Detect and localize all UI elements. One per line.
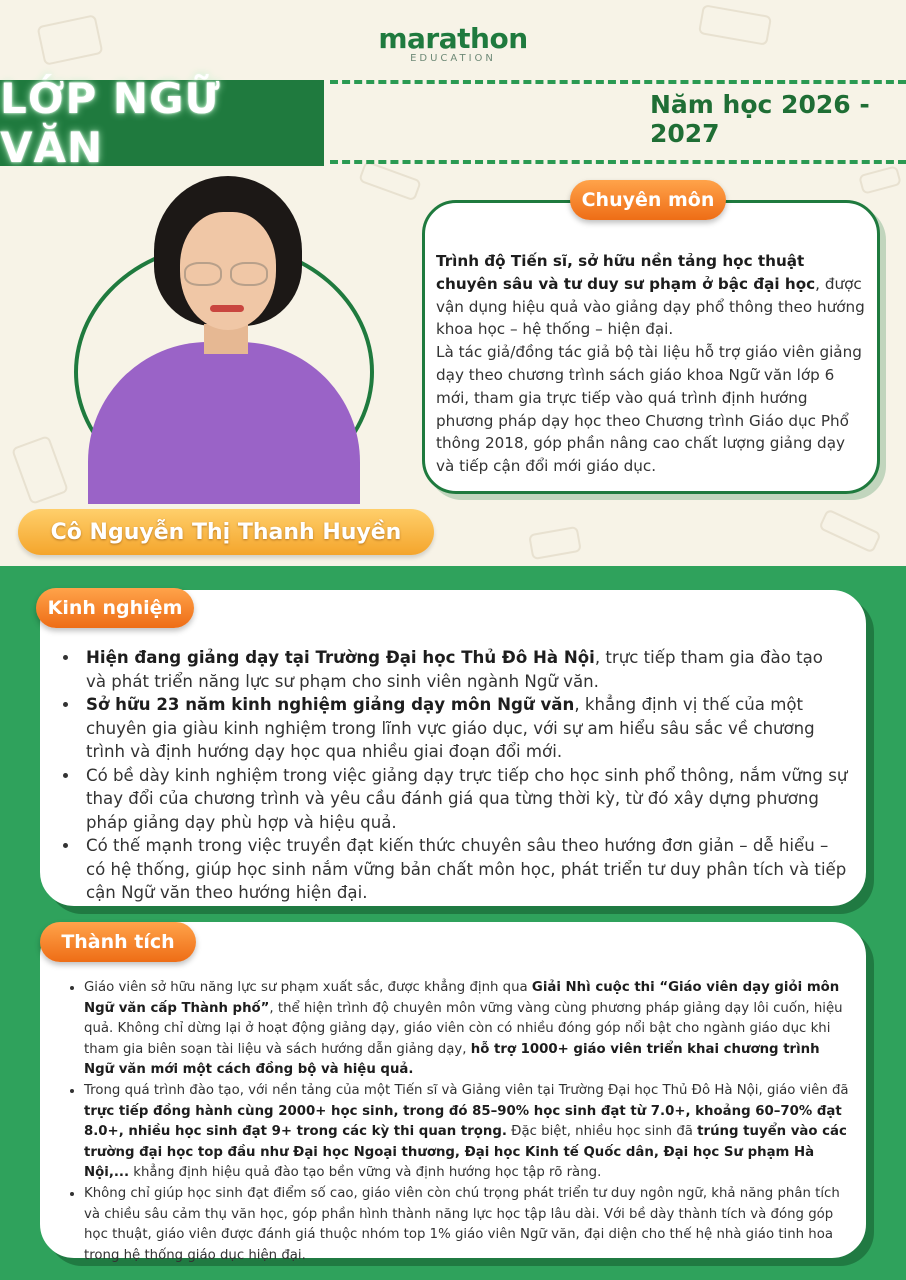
thanh-tich-label-pill [40, 922, 196, 962]
class-title-banner [0, 74, 324, 172]
teacher-photo [88, 172, 360, 504]
doodle-pen-icon [858, 165, 902, 195]
doodle-eraser-icon [528, 526, 582, 560]
brand-tagline: EDUCATION [410, 53, 496, 64]
kinh-nghiem-label-pill [36, 588, 194, 628]
school-year: Năm học 2026 - 2027 [650, 90, 870, 148]
teacher-name: Cô Nguyễn Thị Thanh Huyền [50, 519, 402, 545]
chuyen-mon-label-pill [570, 180, 726, 220]
list-item: • Có bề dày kinh nghiệm trong việc giảng dạy trực tiếp cho học sinh phổ thông, nắm vững sự thay đổi của chương trình và yêu cầu đánh giá qua từng thời kỳ, từ đó xây dựng phương pháp giảng dạy phù hợp và hiệu quả. [80, 764, 848, 835]
list-item: • Không chỉ giúp học sinh đạt điểm số cao, giáo viên còn chú trọng phát triển tư duy ngôn ngữ, khả năng phân tích và chiều sâu cảm thụ văn học, góp phần hình thành năng lực học tập lâu dài. Với bề dày thành tích và đóng góp học thuật, giáo viên được đánh giá thuộc nhóm top 1% giáo viên Ngữ văn, đại diện cho thế hệ nhà giáo tinh hoa trong hệ thống giáo dục hiện đại. [84, 1184, 850, 1266]
doodle-pencil-icon [818, 508, 882, 553]
list-item: • Giáo viên sở hữu năng lực sư phạm xuất sắc, được khẳng định qua Giải Nhì cuộc thi “Giáo viên dạy giỏi môn Ngữ văn cấp Thành phố”, thể hiện trình độ chuyên môn vững vàng cùng phương pháp giảng dạy lôi cuốn, hiệu quả. Không chỉ dừng lại ở hoạt động giảng dạy, giáo viên còn có nhiều đóng góp nổi bật cho ngành giáo dục khi tham gia biên soạn tài liệu và sách hướng dẫn giảng dạy, hỗ trợ 1000+ giáo viên triển khai chương trình Ngữ văn mới một cách đồng bộ và hiệu quả. [84, 978, 850, 1081]
thanh-tich-list [80, 978, 850, 1266]
kinh-nghiem-label: Kinh nghiệm [47, 597, 183, 619]
class-title: LỚP NGỮ VĂN [0, 74, 221, 172]
chuyen-mon-label: Chuyên môn [581, 189, 715, 211]
list-item: • Sở hữu 23 năm kinh nghiệm giảng dạy môn Ngữ văn, khẳng định vị thế của một chuyên gia giàu kinh nghiệm trong lĩnh vực giáo dục, với sự am hiểu sâu sắc về chương trình và định hướng dạy học qua nhiều giai đoạn đổi mới. [80, 693, 848, 764]
kinh-nghiem-list [68, 646, 848, 905]
brand-name: marathon [378, 22, 528, 55]
brand-logo [0, 22, 906, 64]
teacher-name-badge [18, 509, 434, 555]
list-item: • Trong quá trình đào tạo, với nền tảng của một Tiến sĩ và Giảng viên tại Trường Đại học Thủ Đô Hà Nội, giáo viên đã trực tiếp đồng hành cùng 2000+ học sinh, trong đó 85–90% học sinh đạt từ 7.0+, khoảng 60–70% đạt 8.0+, nhiều học sinh đạt 9+ trong các kỳ thi quan trọng. Đặc biệt, nhiều học sinh đã trúng tuyển vào các trường đại học top đầu như Đại học Ngoại thương, Đại học Kinh tế Quốc dân, Đại học Sư phạm Hà Nội,... khẳng định hiệu quả đào tạo bền vững và định hướng học tập rõ ràng. [84, 1081, 850, 1184]
dashed-divider [330, 80, 906, 84]
doodle-pencil-icon [358, 160, 422, 201]
chuyen-mon-paragraph: Là tác giả/đồng tác giả bộ tài liệu hỗ trợ giáo viên giảng dạy theo chương trình sách giáo khoa Ngữ văn lớp 6 mới, tham gia trực tiếp vào quá trình định hướng phương pháp dạy học theo Chương trình Giáo dục Phổ thông 2018, góp phần nâng cao chất lượng giảng dạy và tiếp cận đổi mới giáo dục. [436, 343, 862, 476]
doodle-compass-icon [11, 435, 69, 505]
list-item: • Có thế mạnh trong việc truyền đạt kiến thức chuyên sâu theo hướng đơn giản – dễ hiểu – có hệ thống, giúp học sinh nắm vững bản chất môn học, phát triển tư duy phân tích và tiếp cận Ngữ văn theo hướng hiện đại. [80, 834, 848, 905]
chuyen-mon-text [436, 250, 866, 478]
list-item: • Hiện đang giảng dạy tại Trường Đại học Thủ Đô Hà Nội, trực tiếp tham gia đào tạo và phát triển năng lực sư phạm cho sinh viên ngành Ngữ văn. [80, 646, 848, 693]
chuyen-mon-paragraph: Trình độ Tiến sĩ, sở hữu nền tảng học thuật chuyên sâu và tư duy sư phạm ở bậc đại học, được vận dụng hiệu quả vào giảng dạy phổ thông theo hướng khoa học – hệ thống – hiện đại. [436, 252, 865, 339]
dashed-divider [330, 160, 906, 164]
thanh-tich-label: Thành tích [61, 931, 175, 953]
